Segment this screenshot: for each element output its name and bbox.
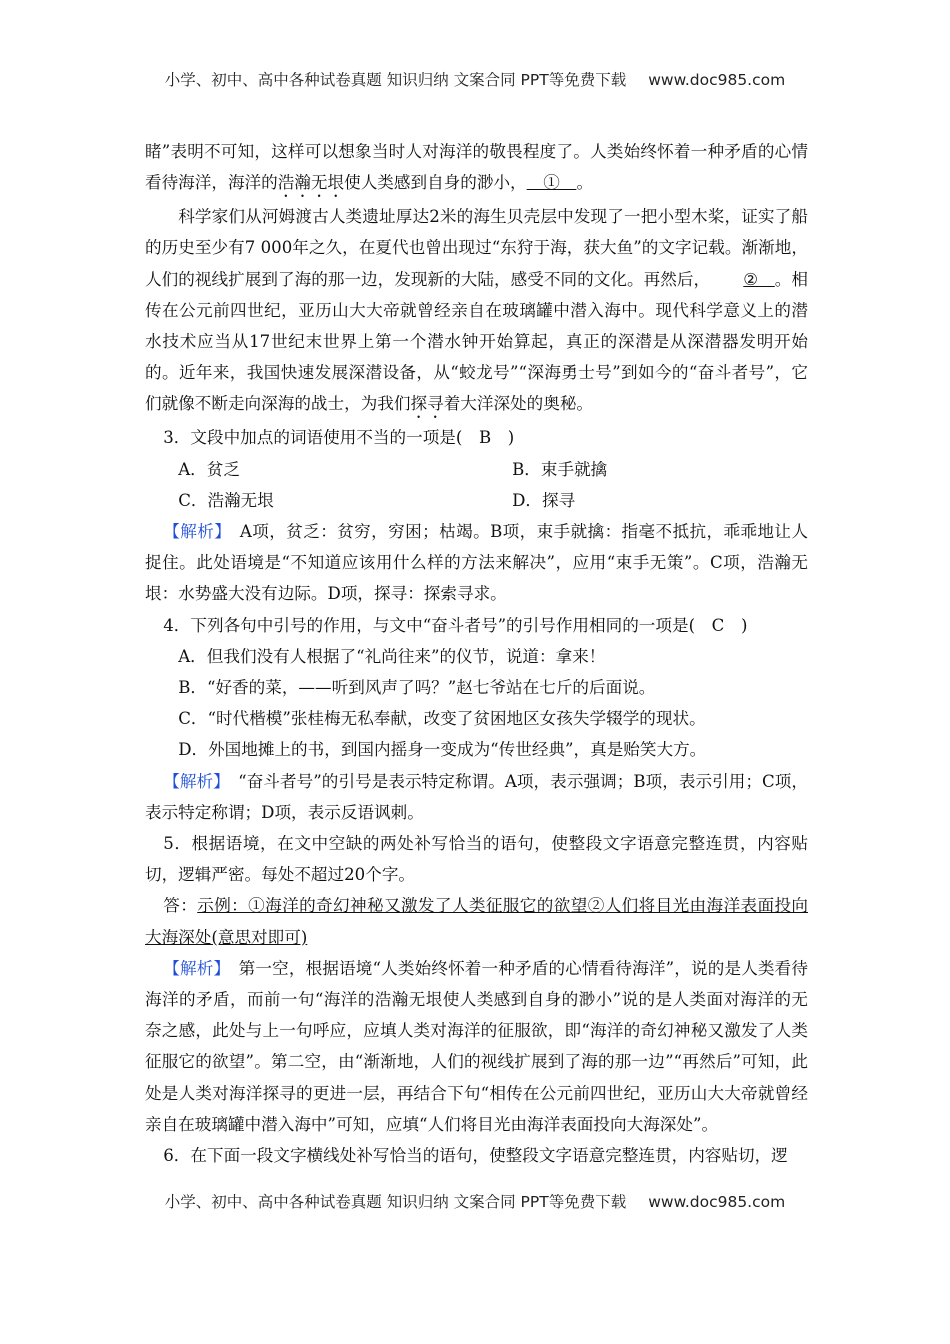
question-4-option-b: B．“好香的菜，——听到风声了吗？”赵七爷站在七斤的后面说。 xyxy=(178,678,656,698)
passage-paragraph-1: 睹”表明不可知，这样可以想象当时人对海洋的敬畏程度了。人类始终怀着一种矛盾的心情看待海洋，海洋的浩瀚无垠使人类感到自身的渺小， ① 。 xyxy=(145,136,808,201)
blank-2: ② xyxy=(743,269,775,289)
question-4-option-d: D．外国地摊上的书，到国内摇身一变成为“传世经典”，真是贻笑大方。 xyxy=(178,740,707,760)
question-6-stem: 6．在下面一段文字横线处补写恰当的语句，使整段文字语意完整连贯，内容贴切，逻 xyxy=(163,1146,788,1166)
question-3-option-d: D．探寻 xyxy=(512,490,576,510)
page-header xyxy=(0,68,950,90)
document-body xyxy=(145,136,808,1171)
blank-1: ① xyxy=(526,173,577,193)
question-5-analysis: 【解析】 第一空，根据语境“人类始终怀着一种矛盾的心情看待海洋”，说的是人类看待海洋的矛盾，而前一句“海洋的浩瀚无垠使人类感到自身的渺小”说的是人类面对海洋的无奈之感，此处与上一句呼应，应填人类对海洋的征服欲，即“海洋的奇幻神秘又激发了人类征服它的欲望”。第二空，由“渐渐地，人们的视线扩展到了海的那一边”“再然后”可知，此处是人类对海洋探寻的更进一层，再结合下句“相传在公元前四世纪，亚历山大大帝就曾经亲自在玻璃罐中潜入海中”可知，应填“人们将目光由海洋表面投向大海深处”。 xyxy=(145,958,808,1134)
question-4-analysis: 【解析】 “奋斗者号”的引号是表示特定称谓。A项，表示强调；B项，表示引用；C项，表示特定称谓；D项，表示反语讽刺。 xyxy=(145,771,809,822)
dotted-term-haohan: 浩瀚无垠 xyxy=(277,173,345,193)
analysis-tag: 【解析】 xyxy=(163,522,223,542)
footer-site-link[interactable]: www.doc985.com xyxy=(648,1193,786,1211)
question-3-options-row-2 xyxy=(145,485,808,516)
question-3-option-c: C．浩瀚无垠 xyxy=(178,490,274,510)
question-4-option-a: A．但我们没有人根据了“礼尚往来”的仪节，说道：拿来！ xyxy=(178,646,606,666)
question-5-stem: 5．根据语境，在文中空缺的两处补写恰当的语句，使整段文字语意完整连贯，内容贴切，逻辑严密。每处不超过20个字。 xyxy=(145,834,808,885)
header-text: 小学、初中、高中各种试卷真题 知识归纳 文案合同 PPT等免费下载 xyxy=(164,71,627,89)
header-site-link[interactable]: www.doc985.com xyxy=(648,71,786,89)
answer-text: 示例：①海洋的奇幻神秘又激发了人类征服它的欲望②人们将目光由海洋表面投向大海深处(意思对即可) xyxy=(145,896,809,947)
question-3-option-b: B．束手就擒 xyxy=(512,459,608,479)
passage-paragraph-2: 科学家们从河姆渡古人类遗址厚达2米的海生贝壳层中发现了一把小型木桨，证实了船的历史至少有7 000年之久，在夏代也曾出现过“东狩于海，获大鱼”的文字记载。渐渐地，人们的视线扩展到了海的那一边，发现新的大陆，感受不同的文化。再然后，② 。相传在公元前四世纪，亚历山大大帝就曾经亲自在玻璃罐中潜入海中。现代科学意义上的潜水技术应当从17世纪末世界上第一个潜水钟开始算起，真正的深潜是从深潜器发明开始的。近年来，我国快速发展深潜设备，从“蛟龙号”“深海勇士号”到如今的“奋斗者号”，它们就像不断走向深海的战士，为我们探寻着大洋深处的奥秘。 xyxy=(145,207,809,414)
question-3-analysis: 【解析】 A项，贫乏：贫穷，穷困；枯竭。B项，束手就擒：指毫不抵抗，乖乖地让人捉住。此处语境是“不知道应该用什么样的方法来解决”，应用“束手无策”。C项，浩瀚无垠：水势盛大没有边际。D项，探寻：探索寻求。 xyxy=(145,522,808,604)
question-3-options-row-1 xyxy=(145,454,808,485)
answer-label: 答： xyxy=(163,896,198,916)
question-3-option-a: A．贫乏 xyxy=(178,459,240,479)
question-3-stem: 3．文段中加点的词语使用不当的一项是( B ) xyxy=(163,428,515,448)
footer-text: 小学、初中、高中各种试卷真题 知识归纳 文案合同 PPT等免费下载 xyxy=(164,1193,627,1211)
question-5-answer xyxy=(145,890,808,952)
analysis-tag: 【解析】 xyxy=(163,958,222,978)
question-4-option-c: C．“时代楷模”张桂梅无私奉献，改变了贫困地区女孩失学辍学的现状。 xyxy=(178,709,706,729)
page-footer xyxy=(0,1190,950,1212)
dotted-term-tanxun: 探寻 xyxy=(410,394,444,414)
question-4-stem: 4．下列各句中引号的作用，与文中“奋斗者号”的引号作用相同的一项是( C ) xyxy=(163,615,748,635)
analysis-tag: 【解析】 xyxy=(163,771,222,791)
